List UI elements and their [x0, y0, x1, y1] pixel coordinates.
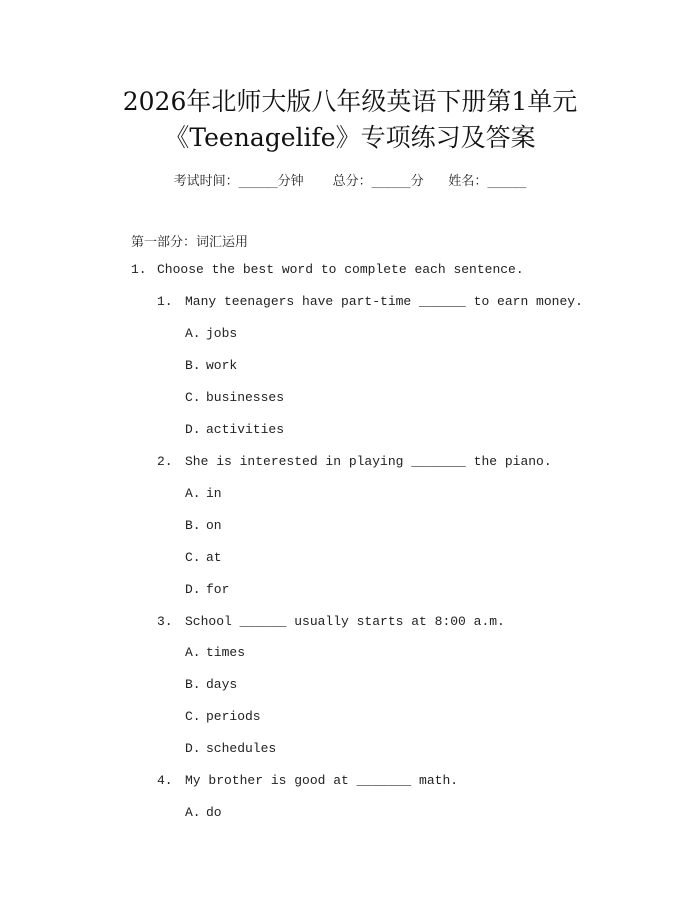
option-letter: B. — [185, 677, 201, 692]
option-letter: A. — [185, 326, 201, 341]
option-text: schedules — [206, 741, 277, 756]
option-letter: C. — [185, 390, 201, 405]
total-score-label: 总分：______分 — [332, 174, 424, 189]
question-number: 3. — [157, 614, 173, 629]
question-text: She is interested in playing _______ the piano. — [185, 454, 552, 469]
document-title-line-1: 2026年北师大版八年级英语下册第1单元 — [122, 87, 578, 116]
option-text: periods — [206, 709, 261, 724]
option-text: do — [206, 805, 222, 820]
option-letter: D. — [185, 582, 201, 597]
option-letter: B. — [185, 518, 201, 533]
option-letter: A. — [185, 486, 201, 501]
option-letter: A. — [185, 645, 201, 660]
option-letter: A. — [185, 805, 201, 820]
option-text: times — [206, 645, 246, 660]
question-number: 1. — [157, 294, 173, 309]
question-text: Many teenagers have part-time ______ to earn money. — [185, 294, 583, 309]
question-number: 2. — [157, 454, 173, 469]
option-text: work — [206, 358, 238, 373]
document-title-line-2: 《Teenagelife》专项练习及答案 — [164, 123, 536, 152]
option-text: jobs — [206, 326, 238, 341]
question-text: School ______ usually starts at 8:00 a.m. — [185, 614, 505, 629]
option-text: for — [206, 582, 230, 597]
student-name-label: 姓名：______ — [448, 174, 527, 189]
option-text: in — [206, 486, 222, 501]
instruction-text: Choose the best word to complete each sentence. — [157, 262, 524, 277]
option-text: at — [206, 550, 222, 565]
exam-time-label: 考试时间：______分钟 — [173, 174, 304, 189]
option-letter: D. — [185, 741, 201, 756]
option-text: businesses — [206, 390, 285, 405]
instruction-number: 1. — [131, 262, 147, 277]
exam-meta — [0, 170, 700, 189]
option-letter: C. — [185, 709, 201, 724]
option-letter: B. — [185, 358, 201, 373]
question-text: My brother is good at _______ math. — [185, 773, 459, 788]
section-title: 第一部分：词汇运用 — [131, 235, 249, 250]
option-text: on — [206, 518, 222, 533]
question-number: 4. — [157, 773, 173, 788]
option-letter: D. — [185, 422, 201, 437]
option-text: activities — [206, 422, 285, 437]
option-letter: C. — [185, 550, 201, 565]
option-text: days — [206, 677, 238, 692]
